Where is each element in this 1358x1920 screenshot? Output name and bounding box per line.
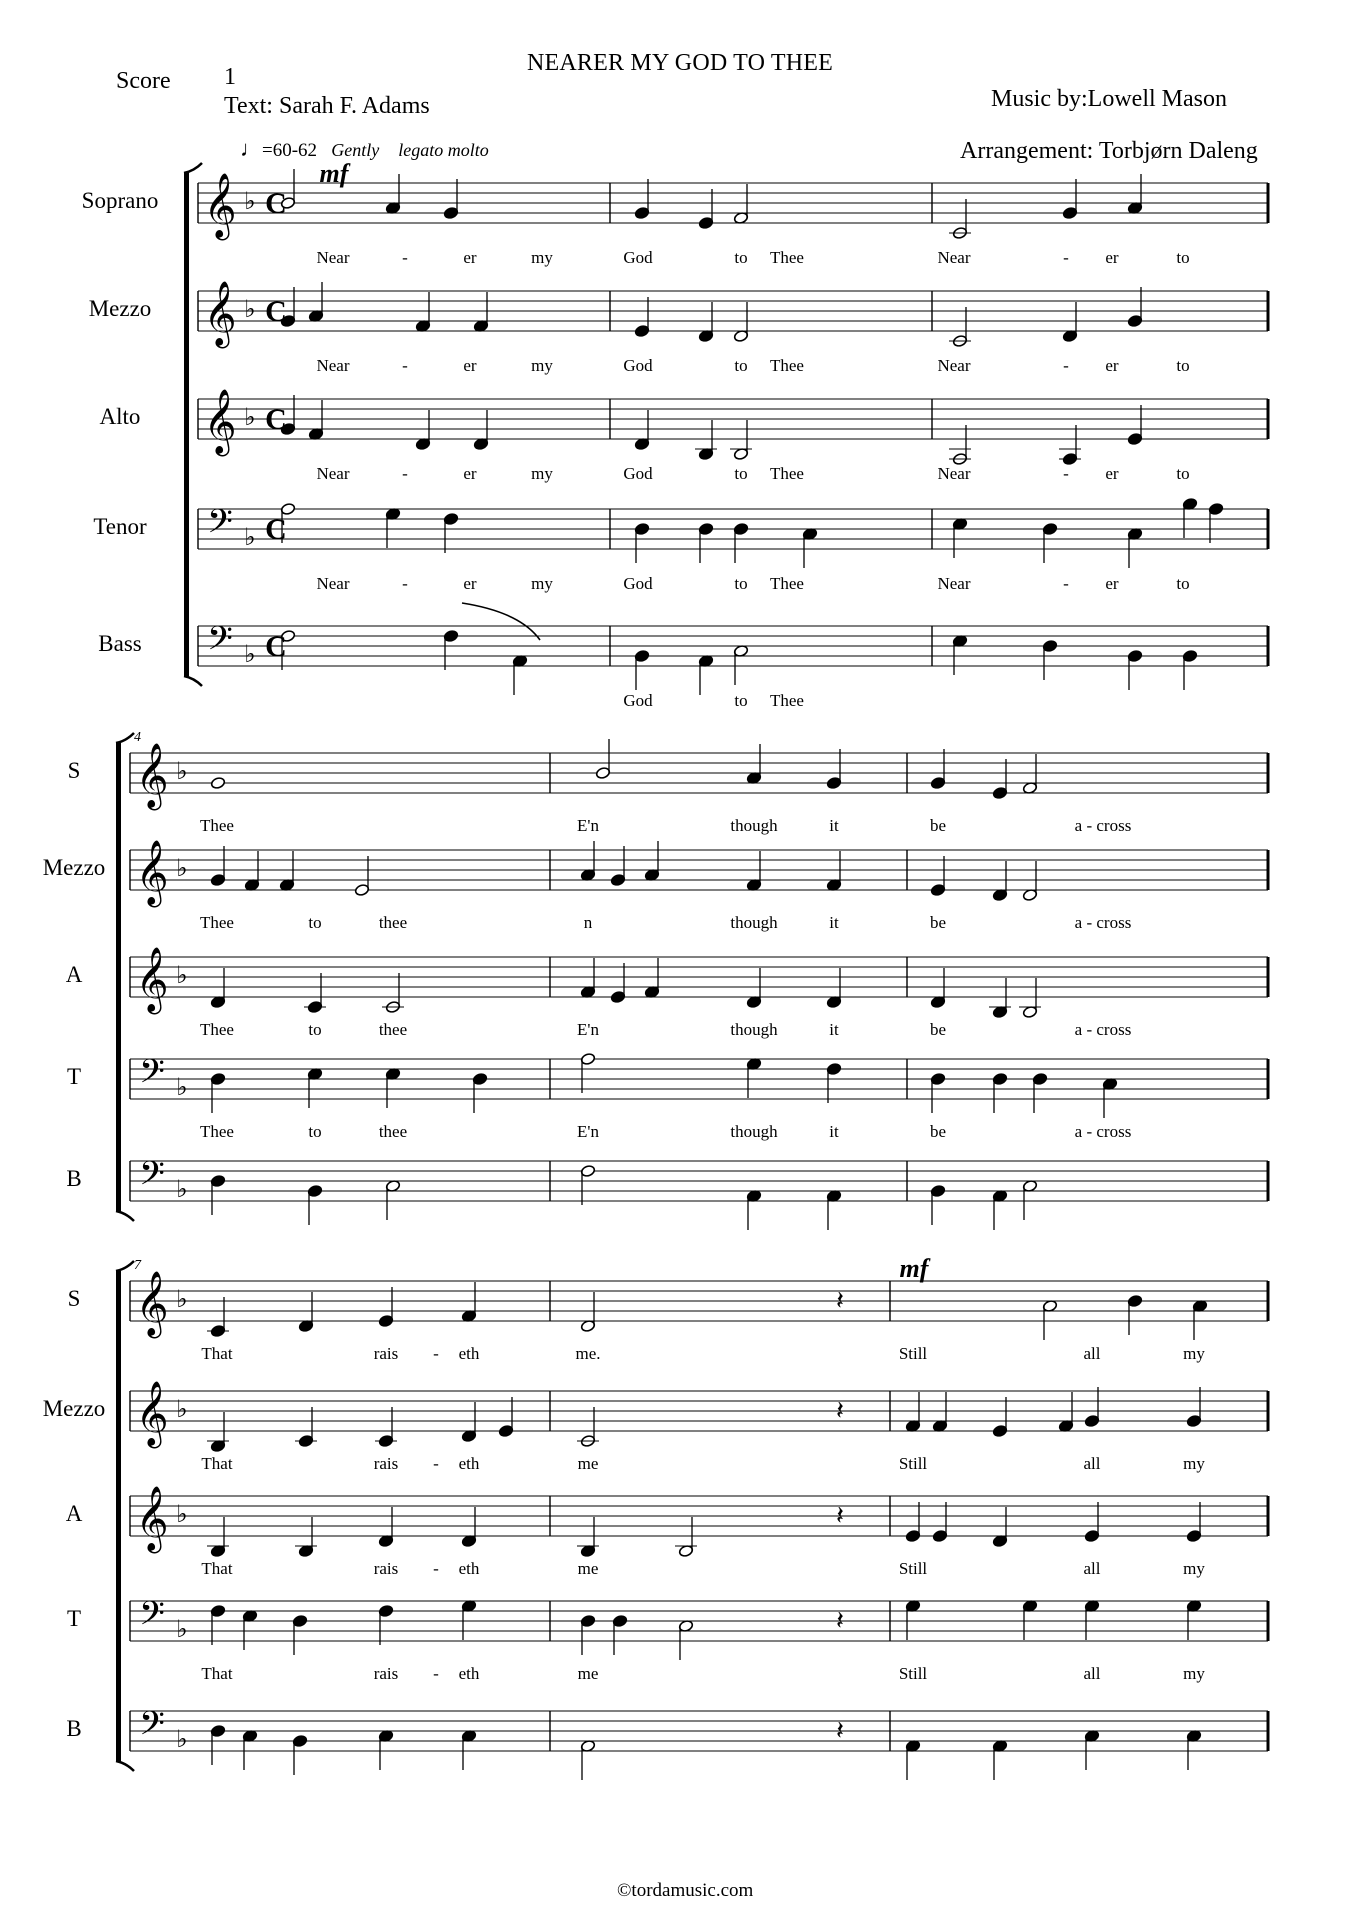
staff-bass (198, 626, 1268, 710)
treble-clef-icon: 𝄞 (135, 840, 169, 905)
lyric-syllable: a - cross (1074, 816, 1132, 835)
lyric-syllable: - (402, 574, 408, 593)
lyric-syllable: That (201, 1344, 233, 1363)
lyric-syllable: er (463, 464, 477, 483)
treble-clef-icon: 𝄞 (203, 281, 237, 346)
lyric-syllable: my (1183, 1664, 1205, 1683)
lyric-syllable: God (623, 574, 653, 593)
lyric-syllable: me (577, 1664, 599, 1683)
lyric-syllable: That (201, 1664, 233, 1683)
lyric-syllable: to (1176, 248, 1190, 267)
lyric-syllable: my (1183, 1344, 1205, 1363)
treble-clef-icon: 𝄞 (135, 1486, 169, 1551)
lyric-syllable: to (734, 464, 748, 483)
flat-icon: ♭ (176, 1175, 188, 1203)
lyric-syllable: n (583, 913, 593, 932)
lyric-syllable: rais (373, 1559, 399, 1578)
flat-icon: ♭ (176, 1725, 188, 1753)
lyric-syllable: to (1176, 574, 1190, 593)
lyric-syllable: - (402, 356, 408, 375)
lyric-syllable: be (929, 1020, 947, 1039)
lyric-syllable: E'n (577, 1020, 599, 1039)
bracket-top-hook (184, 163, 202, 173)
common-time-icon: C (265, 295, 287, 328)
text-credit: Text: Sarah F. Adams (224, 93, 430, 119)
bracket-top-hook (116, 1261, 134, 1271)
lyric-syllable: a - cross (1074, 1122, 1132, 1141)
lyric-syllable: me (577, 1559, 599, 1578)
lyric-syllable: Near (937, 356, 971, 375)
tempo-value: =60-62 (262, 140, 318, 161)
staff-b (130, 1711, 1268, 1780)
flat-icon: ♭ (244, 640, 256, 668)
common-time-icon: C (265, 403, 287, 436)
lyric-syllable: God (623, 248, 653, 267)
staff-s (130, 1281, 1268, 1363)
lyric-syllable: to (308, 913, 322, 932)
lyric-syllable: my (531, 464, 553, 483)
lyric-syllable: God (623, 464, 653, 483)
lyric-syllable: Thee (200, 1020, 234, 1039)
voice-name: Mezzo (88, 296, 152, 321)
expression-gently: Gently (331, 140, 380, 160)
lyric-syllable: Thee (200, 1122, 234, 1141)
lyric-syllable: er (1105, 248, 1119, 267)
lyric-syllable: Thee (770, 574, 804, 593)
lyric-syllable: Still (898, 1559, 928, 1578)
bracket-bottom-hook (184, 676, 202, 686)
lyric-syllable: - (433, 1664, 439, 1683)
lyric-syllable: it (829, 1122, 839, 1141)
bass-clef-icon: 𝄢 (139, 1595, 165, 1641)
voice-name: A (65, 1501, 83, 1526)
lyric-syllable: a - cross (1074, 1020, 1132, 1039)
flat-icon: ♭ (176, 1395, 188, 1423)
voice-name: S (67, 1286, 81, 1311)
lyric-syllable: - (433, 1559, 439, 1578)
flat-icon: ♭ (176, 961, 188, 989)
bass-clef-icon: 𝄢 (139, 1155, 165, 1201)
voice-name: S (67, 758, 81, 783)
lyric-syllable: God (623, 356, 653, 375)
lyric-syllable: to (734, 356, 748, 375)
staff-t (130, 1599, 1268, 1683)
lyric-syllable: eth (458, 1559, 480, 1578)
lyric-syllable: That (201, 1454, 233, 1473)
lyric-syllable: Thee (770, 248, 804, 267)
lyric-syllable: to (308, 1020, 322, 1039)
lyric-syllable: er (463, 574, 477, 593)
voice-name: Soprano (81, 188, 159, 213)
lyric-syllable: a - cross (1074, 913, 1132, 932)
lyric-syllable: it (829, 913, 839, 932)
voice-name: B (66, 1716, 82, 1741)
lyric-syllable: to (1176, 464, 1190, 483)
treble-clef-icon: 𝄞 (135, 1381, 169, 1446)
lyric-syllable: Near (316, 356, 350, 375)
lyric-syllable: - (402, 464, 408, 483)
staff-tenor (198, 497, 1268, 593)
lyric-syllable: E'n (577, 1122, 599, 1141)
staff-b (130, 1161, 1268, 1230)
lyric-syllable: - (433, 1344, 439, 1363)
system-2 (116, 733, 1268, 1230)
lyric-syllable: er (1105, 356, 1119, 375)
bass-clef-icon: 𝄢 (139, 1053, 165, 1099)
voice-name: A (65, 962, 83, 987)
lyric-syllable: to (734, 574, 748, 593)
lyric-syllable: Near (937, 464, 971, 483)
staff-a (130, 957, 1268, 1039)
lyric-syllable: all (1083, 1559, 1101, 1578)
lyric-syllable: me. (575, 1344, 601, 1363)
lyric-syllable: it (829, 1020, 839, 1039)
lyric-syllable: thee (378, 1020, 408, 1039)
lyric-syllable: my (531, 356, 553, 375)
page-title: NEARER MY GOD TO THEE (527, 50, 833, 76)
common-time-icon: C (265, 630, 287, 663)
lyric-syllable: E'n (577, 816, 599, 835)
lyric-syllable: Still (898, 1454, 928, 1473)
lyric-syllable: Thee (200, 816, 234, 835)
flat-icon: ♭ (244, 295, 256, 323)
flat-icon: ♭ (176, 1073, 188, 1101)
copyright-footer: ©tordamusic.com (617, 1880, 754, 1901)
lyric-syllable: er (1105, 464, 1119, 483)
lyric-syllable: though (730, 1020, 778, 1039)
treble-clef-icon: 𝄞 (203, 173, 237, 238)
lyric-syllable: Near (937, 248, 971, 267)
measure-number: 7 (134, 1258, 141, 1273)
lyric-syllable: my (531, 574, 553, 593)
lyric-syllable: - (1063, 248, 1069, 267)
lyric-syllable: - (1063, 356, 1069, 375)
lyric-syllable: Near (937, 574, 971, 593)
flat-icon: ♭ (176, 854, 188, 882)
lyric-syllable: eth (458, 1344, 480, 1363)
lyric-syllable: Thee (770, 356, 804, 375)
treble-clef-icon: 𝄞 (135, 1271, 169, 1336)
staff-a (130, 1496, 1268, 1578)
lyric-syllable: Still (898, 1664, 928, 1683)
voice-name: B (66, 1166, 82, 1191)
lyric-syllable: all (1083, 1454, 1101, 1473)
measure-number: 4 (134, 730, 141, 745)
bracket-top-hook (116, 733, 134, 743)
lyric-syllable: my (531, 248, 553, 267)
lyric-syllable: to (308, 1122, 322, 1141)
lyric-syllable: though (730, 913, 778, 932)
lyric-syllable: - (1063, 574, 1069, 593)
flat-icon: ♭ (244, 523, 256, 551)
system-bracket (116, 743, 121, 1211)
common-time-icon: C (265, 187, 287, 220)
lyric-syllable: er (463, 356, 477, 375)
flat-icon: ♭ (176, 1285, 188, 1313)
lyric-syllable: be (929, 913, 947, 932)
flat-icon: ♭ (244, 187, 256, 215)
lyric-syllable: though (730, 1122, 778, 1141)
lyric-syllable: Thee (770, 464, 804, 483)
voice-name: Mezzo (42, 1396, 106, 1421)
voice-name: Mezzo (42, 855, 106, 880)
quarter-rest-icon: 𝄽 (836, 1501, 844, 1531)
staff-alto (198, 395, 1268, 483)
lyric-syllable: to (1176, 356, 1190, 375)
arrangement-credit: Arrangement: Torbjørn Daleng (960, 138, 1258, 164)
voice-name: Tenor (93, 514, 147, 539)
lyric-syllable: thee (378, 913, 408, 932)
treble-clef-icon: 𝄞 (203, 389, 237, 454)
system-bracket (116, 1271, 121, 1761)
expression-legato: legato molto (398, 140, 489, 160)
slur (462, 603, 540, 640)
flat-icon: ♭ (176, 1500, 188, 1528)
lyric-syllable: God (623, 691, 653, 710)
lyric-syllable: be (929, 1122, 947, 1141)
flat-icon: ♭ (244, 403, 256, 431)
system-bracket (184, 173, 189, 676)
bass-clef-icon: 𝄢 (207, 503, 233, 549)
quarter-rest-icon: 𝄽 (836, 1396, 844, 1426)
lyric-syllable: all (1083, 1344, 1101, 1363)
note-head (210, 776, 225, 789)
voice-name: T (66, 1606, 82, 1631)
lyric-syllable: thee (378, 1122, 408, 1141)
lyric-syllable: it (829, 816, 839, 835)
lyric-syllable: eth (458, 1454, 480, 1473)
lyric-syllable: rais (373, 1344, 399, 1363)
flat-icon: ♭ (176, 1615, 188, 1643)
lyric-syllable: - (1063, 464, 1069, 483)
quarter-rest-icon: 𝄽 (836, 1286, 844, 1316)
lyric-syllable: me (577, 1454, 599, 1473)
voice-name: T (66, 1064, 82, 1089)
bass-clef-icon: 𝄢 (139, 1705, 165, 1751)
quarter-rest-icon: 𝄽 (836, 1606, 844, 1636)
bracket-bottom-hook (116, 1211, 134, 1221)
lyric-syllable: Thee (770, 691, 804, 710)
score-label: Score (116, 68, 171, 94)
dynamic-mf: mf (319, 159, 349, 188)
dynamic-mf: mf (899, 1254, 929, 1283)
quarter-rest-icon: 𝄽 (836, 1716, 844, 1746)
staff-mezzo (130, 841, 1268, 932)
voice-name: Alto (99, 404, 141, 429)
lyric-syllable: Near (316, 574, 350, 593)
staff-s (130, 739, 1268, 835)
lyric-syllable: Still (898, 1344, 928, 1363)
treble-clef-icon: 𝄞 (135, 743, 169, 808)
staff-mezzo (130, 1387, 1268, 1473)
lyric-syllable: be (929, 816, 947, 835)
staff-t (130, 1052, 1268, 1141)
lyric-syllable: all (1083, 1664, 1101, 1683)
lyric-syllable: - (433, 1454, 439, 1473)
bracket-bottom-hook (116, 1761, 134, 1771)
lyric-syllable: Near (316, 248, 350, 267)
system-3 (116, 1261, 1268, 1780)
lyric-syllable: er (463, 248, 477, 267)
lyric-syllable: to (734, 248, 748, 267)
staff-mezzo (198, 282, 1268, 375)
lyric-syllable: rais (373, 1664, 399, 1683)
lyric-syllable: my (1183, 1559, 1205, 1578)
lyric-syllable: rais (373, 1454, 399, 1473)
voice-name: Bass (98, 631, 142, 656)
flat-icon: ♭ (176, 757, 188, 785)
common-time-icon: C (265, 513, 287, 546)
lyric-syllable: Near (316, 464, 350, 483)
lyric-syllable: Thee (200, 913, 234, 932)
bass-clef-icon: 𝄢 (207, 620, 233, 666)
lyric-syllable: to (734, 691, 748, 710)
lyric-syllable: eth (458, 1664, 480, 1683)
lyric-syllable: my (1183, 1454, 1205, 1473)
lyric-syllable: That (201, 1559, 233, 1578)
quarter-note-icon: ♩ (240, 136, 262, 161)
music-credit: Music by:Lowell Mason (991, 86, 1227, 112)
system-1 (184, 163, 1268, 710)
page-number: 1 (224, 64, 236, 90)
lyric-syllable: - (402, 248, 408, 267)
lyric-syllable: though (730, 816, 778, 835)
treble-clef-icon: 𝄞 (135, 947, 169, 1012)
lyric-syllable: er (1105, 574, 1119, 593)
staff-soprano (198, 169, 1268, 267)
